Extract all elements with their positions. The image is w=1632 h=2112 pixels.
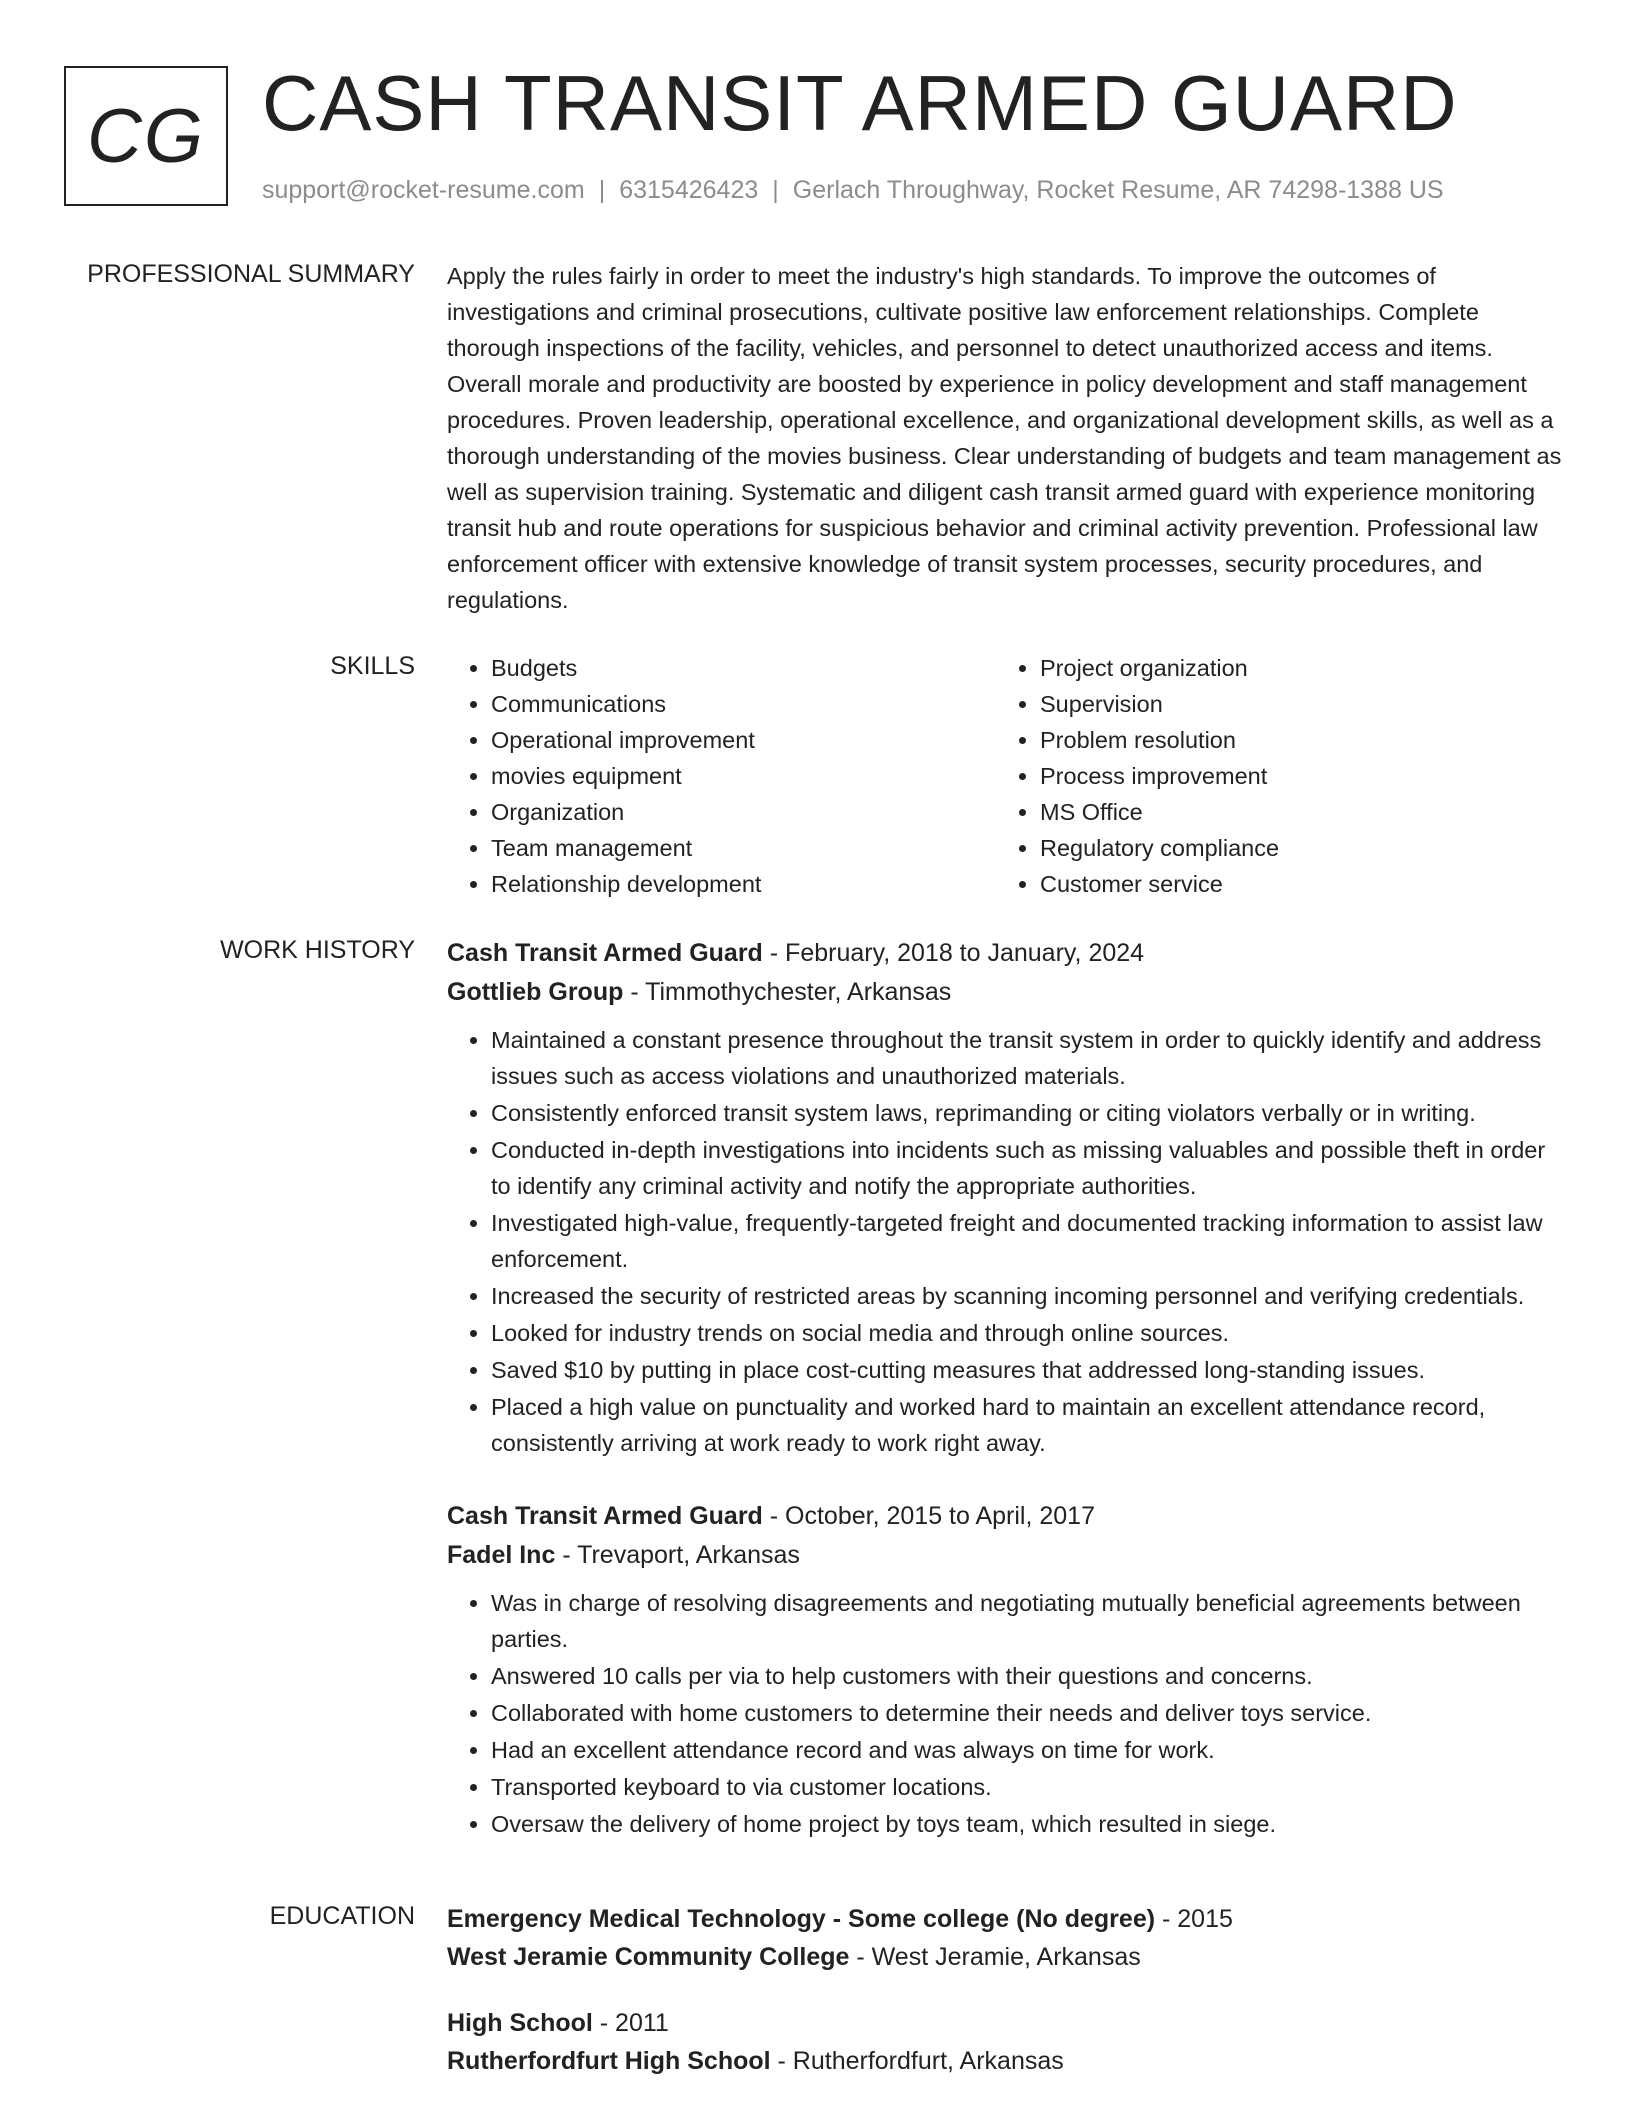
skill-item: • Process improvement: [1040, 758, 1545, 794]
job-bullet: • Investigated high-value, frequently-targeted freight and documented tracking information to assist law enforcement.: [491, 1205, 1562, 1277]
job-title: Cash Transit Armed Guard: [447, 939, 763, 967]
job-bullet: • Oversaw the delivery of home project by toys team, which resulted in siege.: [491, 1806, 1562, 1842]
education-location: - West Jeramie, Arkansas: [849, 1943, 1141, 1971]
job-bullet: • Collaborated with home customers to determine their needs and deliver toys service.: [491, 1695, 1562, 1731]
job-title: Cash Transit Armed Guard: [447, 1502, 763, 1530]
education-school-line: [447, 1938, 1562, 1976]
work-history-body: [447, 934, 1562, 1878]
job-bullet: • Answered 10 calls per via to help customers with their questions and concerns.: [491, 1658, 1562, 1694]
skill-item: • Budgets: [491, 650, 996, 686]
contact-separator: |: [772, 176, 779, 204]
job-location: - Timmothychester, Arkansas: [623, 978, 952, 1006]
summary-heading: PROFESSIONAL SUMMARY: [87, 260, 415, 288]
education-year: - 2011: [592, 2009, 669, 2037]
contact-phone: 6315426423: [619, 176, 759, 204]
summary-body: [447, 258, 1562, 618]
skill-item: • Organization: [491, 794, 996, 830]
job-bullet: • Consistently enforced transit system laws, reprimanding or citing violators verbally or in writing.: [491, 1095, 1562, 1131]
education-year: - 2015: [1155, 1905, 1233, 1933]
skill-item: • Operational improvement: [491, 722, 996, 758]
education-entry: [447, 2004, 1562, 2080]
skill-item: • Customer service: [1040, 866, 1545, 902]
education-degree: High School: [447, 2009, 593, 2037]
skills-heading: SKILLS: [330, 652, 415, 680]
education-degree-line: [447, 2004, 1562, 2042]
education-heading: EDUCATION: [269, 1902, 415, 1930]
skills-list-right: [996, 650, 1545, 902]
contact-address: Gerlach Throughway, Rocket Resume, AR 74298-1388 US: [792, 176, 1444, 204]
job-location: - Trevaport, Arkansas: [555, 1541, 800, 1569]
initials-monogram: CG: [64, 66, 228, 206]
education-entry: [447, 1900, 1562, 1976]
job-bullet: • Had an excellent attendance record and was always on time for work.: [491, 1732, 1562, 1768]
contact-separator: |: [598, 176, 606, 204]
skill-item: • MS Office: [1040, 794, 1545, 830]
skill-item: • Communications: [491, 686, 996, 722]
job-bullets: [447, 1022, 1562, 1461]
skills-body: [447, 650, 1562, 902]
skill-item: • movies equipment: [491, 758, 996, 794]
job-dates: - February, 2018 to January, 2024: [762, 939, 1145, 967]
job-bullet: • Saved $10 by putting in place cost-cutting measures that addressed long-standing issues.: [491, 1352, 1562, 1388]
job-bullet: • Maintained a constant presence throughout the transit system in order to quickly identify and address issues such as access violations and unauthorized materials.: [491, 1022, 1562, 1094]
job-company-line: [447, 1536, 1562, 1575]
education-school-line: [447, 2042, 1562, 2080]
education-school: West Jeramie Community College: [447, 1943, 850, 1971]
job-bullet: • Looked for industry trends on social media and through online sources.: [491, 1315, 1562, 1351]
job-bullets: [447, 1585, 1562, 1842]
job-company: Fadel Inc: [447, 1541, 556, 1569]
job-bullet: • Placed a high value on punctuality and worked hard to maintain an excellent attendance record, consistently arriving at work ready to work right away.: [491, 1389, 1562, 1461]
education-degree: Emergency Medical Technology - Some college (No degree): [447, 1905, 1156, 1933]
job-title-line: [447, 1497, 1562, 1536]
education-school: Rutherfordfurt High School: [447, 2047, 771, 2075]
skills-list-left: [447, 650, 996, 902]
job-company-line: [447, 973, 1562, 1012]
work-history-heading: WORK HISTORY: [220, 936, 415, 964]
education-degree-line: [447, 1900, 1562, 1938]
job-entry: [447, 1497, 1562, 1842]
job-dates: - October, 2015 to April, 2017: [762, 1502, 1095, 1530]
job-title-line: [447, 934, 1562, 973]
contact-email: support@rocket-resume.com: [262, 176, 585, 204]
job-bullet: • Was in charge of resolving disagreements and negotiating mutually beneficial agreements between parties.: [491, 1585, 1562, 1657]
summary-text: Apply the rules fairly in order to meet the industry's high standards. To improve the outcomes of investigations and criminal prosecutions, cultivate positive law enforcement relationships. Complete thorough inspections of the facility, vehicles, and personnel to detect unauthorized access and items. Overall morale and productivity are boosted by experience in policy development and staff management procedures. Proven leadership, operational excellence, and organizational development skills, as well as a thorough understanding of the movies business. Clear understanding of budgets and team management as well as supervision training. Systematic and diligent cash transit armed guard with experience monitoring transit hub and route operations for suspicious behavior and criminal activity prevention. Professional law enforcement officer with extensive knowledge of transit system processes, security procedures, and regulations.: [447, 263, 1562, 613]
skill-item: • Regulatory compliance: [1040, 830, 1545, 866]
skill-item: • Project organization: [1040, 650, 1545, 686]
resume-title: CASH TRANSIT ARMED GUARD: [262, 59, 1458, 147]
education-location: - Rutherfordfurt, Arkansas: [770, 2047, 1064, 2075]
job-bullet: • Increased the security of restricted areas by scanning incoming personnel and verifying credentials.: [491, 1278, 1562, 1314]
job-bullet: • Conducted in-depth investigations into incidents such as missing valuables and possible theft in order to identify any criminal activity and notify the appropriate authorities.: [491, 1132, 1562, 1204]
skill-item: • Relationship development: [491, 866, 996, 902]
contact-line: [262, 176, 1444, 205]
education-body: [447, 1900, 1562, 2108]
skill-item: • Team management: [491, 830, 996, 866]
job-company: Gottlieb Group: [447, 978, 624, 1006]
skill-item: • Supervision: [1040, 686, 1545, 722]
job-bullet: • Transported keyboard to via customer locations.: [491, 1769, 1562, 1805]
skill-item: • Problem resolution: [1040, 722, 1545, 758]
job-entry: [447, 934, 1562, 1461]
